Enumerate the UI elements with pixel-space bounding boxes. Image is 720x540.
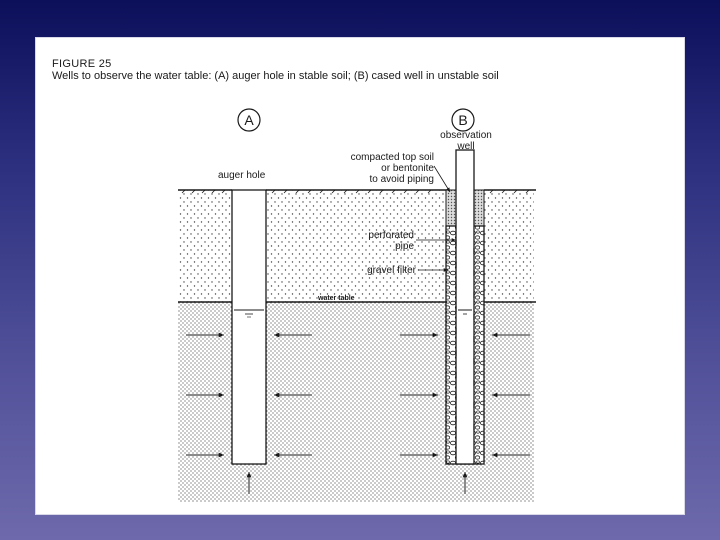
topsoil-label-2: or bentonite xyxy=(381,163,434,174)
panel-b-letter: B xyxy=(458,112,468,128)
perforated-pipe-label-1: perforated xyxy=(368,230,414,241)
gravel-filter-label: gravel filter xyxy=(367,265,416,276)
observation-well-label-2: well xyxy=(457,141,475,152)
topsoil-leader xyxy=(434,166,450,192)
perforated-pipe-label-2: pipe xyxy=(395,241,414,252)
observation-pipe xyxy=(456,150,474,464)
panel-a-letter: A xyxy=(244,112,254,128)
figure-label: FIGURE 25 xyxy=(52,58,112,70)
topsoil-label-1: compacted top soil xyxy=(350,152,434,163)
water-table-label: water table xyxy=(318,295,355,302)
topsoil-label-3: to avoid piping xyxy=(369,174,434,185)
figure-caption: Wells to observe the water table: (A) auger hole in stable soil; (B) cased well in unstable soil xyxy=(52,70,499,82)
auger-hole xyxy=(232,190,266,464)
observation-well-label-1: observation xyxy=(440,130,492,141)
auger-hole-label: auger hole xyxy=(218,170,266,181)
